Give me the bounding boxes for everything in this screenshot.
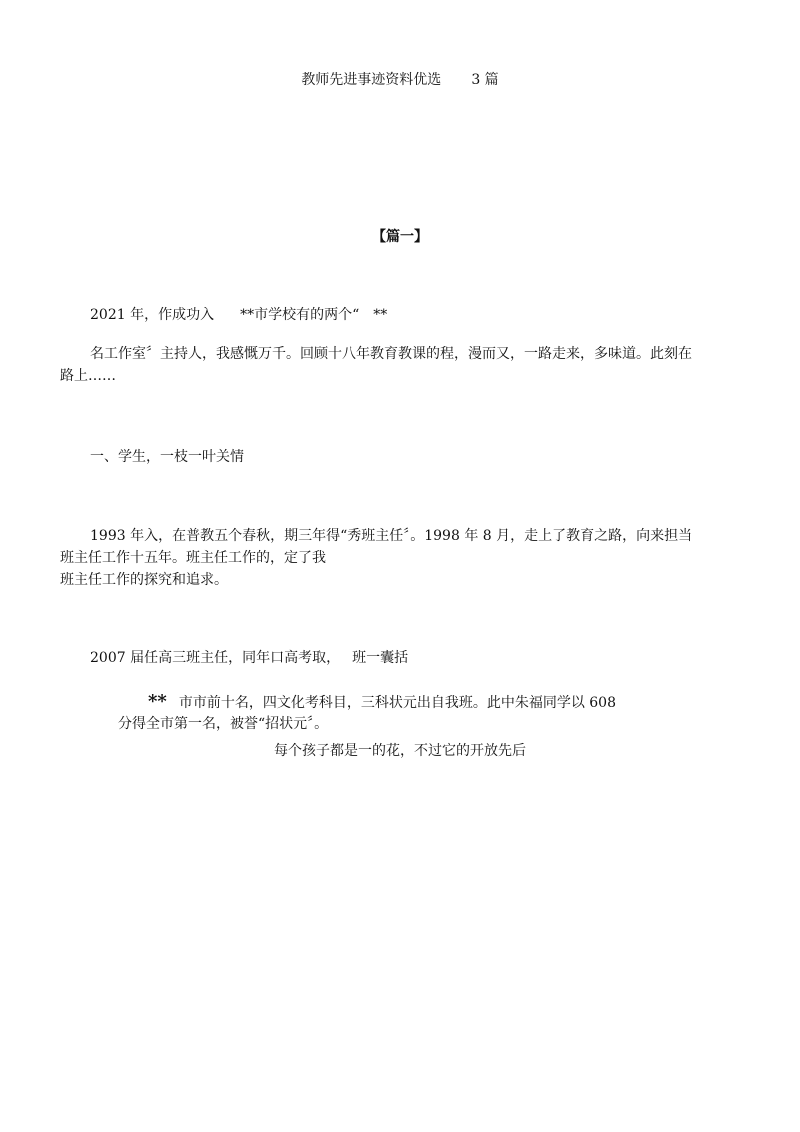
paragraph-3-line-1 [90, 648, 408, 668]
title-main: 教师先进事迹资料优选 [301, 72, 442, 88]
paragraph-2-line-2: 班主任工作十五年。班主任工作的，定了我 [60, 550, 326, 566]
paragraph-1-line-1-part-2: **市学校有的两个“ [240, 307, 360, 323]
title-count: 3 篇 [471, 72, 499, 88]
paragraph-4-line-1 [148, 692, 616, 713]
paragraph-4-line-2: 分得全市第一名，被誉“招状元〞。 [118, 716, 329, 732]
paragraph-4-line-1-text: 市市前十名，四文化考科目，三科状元出自我班。此中朱福同学以 608 [178, 695, 616, 711]
document-title [0, 70, 800, 90]
paragraph-1-line-3: 路上…… [60, 368, 116, 384]
paragraph-3-line-1-part-2: 班一囊括 [352, 650, 409, 666]
paragraph-4-stars: ** [148, 691, 167, 712]
paragraph-1-line-1-part-3: ** [373, 307, 388, 323]
section-heading: 【篇一】 [372, 229, 428, 245]
paragraph-1-line-1-part-1: 2021 年，作成功入 [90, 307, 215, 323]
paragraph-5: 每个孩子都是一的花，不过它的开放先后 [274, 743, 526, 759]
paragraph-2-line-3: 班主任工作的探究和追求。 [60, 572, 228, 588]
paragraph-2-line-1: 1993 年入，在普教五个春秋，期三年得“秀班主任〞。1998 年 8 月，走上了教育之路，向来担当 [90, 528, 693, 544]
paragraph-3-line-1-part-1: 2007 届任高三班主任，同年口高考取， [90, 650, 341, 666]
subheading-1: 一、学生，一枝一叶关情 [90, 449, 244, 465]
paragraph-1-line-1 [90, 305, 387, 325]
paragraph-1-line-2: 名工作室〞主持人，我感慨万千。回顾十八年教育教课的程，漫而又，一路走来，多味道。此刻在 [90, 346, 692, 362]
